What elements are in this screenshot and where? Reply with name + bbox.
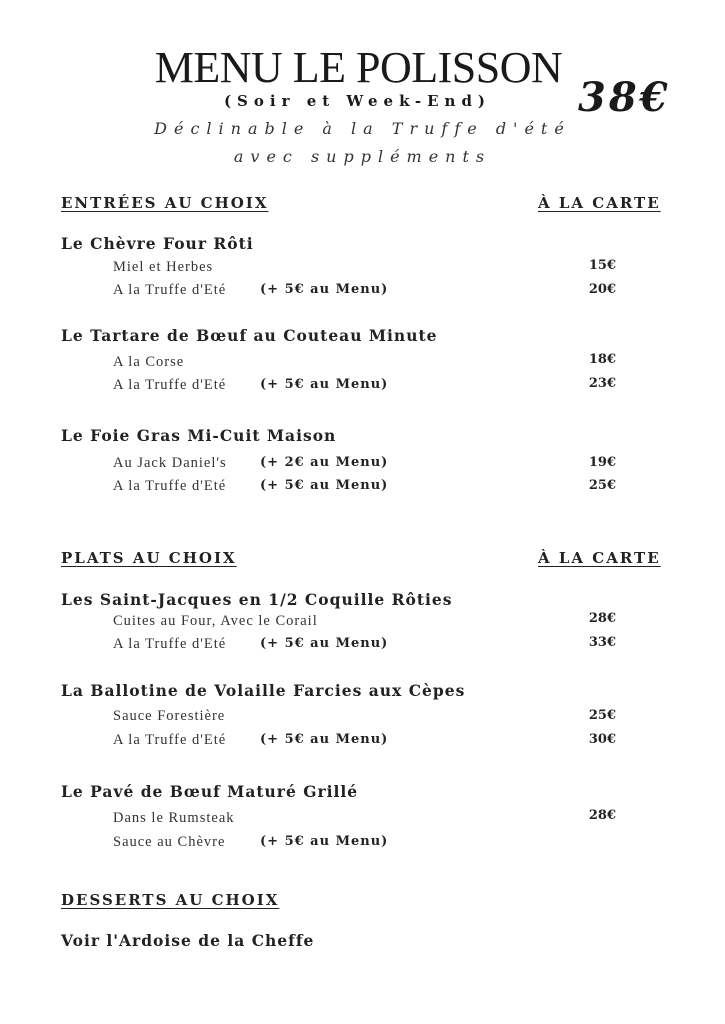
price: 15€	[588, 258, 616, 273]
dish-name: Le Chèvre Four Rôti	[61, 234, 254, 253]
dish-name: Le Foie Gras Mi-Cuit Maison	[61, 426, 337, 445]
dish-option: Sauce au Chèvre	[113, 834, 226, 850]
menu-price: 38€	[578, 74, 671, 121]
menu-tagline-1: Déclinable à la Truffe d'été	[154, 119, 571, 138]
price: 28€	[588, 611, 616, 626]
section-title: PLATS AU CHOIX	[61, 549, 237, 567]
price: 18€	[588, 352, 616, 367]
dessert-note: Voir l'Ardoise de la Cheffe	[61, 931, 315, 950]
dish-option: A la Truffe d'Eté	[113, 478, 227, 494]
dish-name: Le Pavé de Bœuf Maturé Grillé	[61, 782, 359, 801]
price: 20€	[588, 282, 616, 297]
section-title: DESSERTS AU CHOIX	[61, 891, 280, 909]
price: 19€	[588, 455, 616, 470]
price: 25€	[588, 478, 616, 493]
supplement-note: (+ 5€ au Menu)	[260, 377, 389, 392]
supplement-note: (+ 2€ au Menu)	[260, 455, 389, 470]
section-title: ENTRÉES AU CHOIX	[61, 194, 269, 212]
price: 30€	[588, 732, 616, 747]
dish-option: Miel et Herbes	[113, 259, 214, 275]
a-la-carte-label: À LA CARTE	[538, 549, 661, 567]
supplement-note: (+ 5€ au Menu)	[260, 636, 389, 651]
dish-option: A la Truffe d'Eté	[113, 377, 227, 393]
dish-option: Au Jack Daniel's	[113, 455, 227, 471]
price: 28€	[588, 808, 616, 823]
dish-name: Les Saint-Jacques en 1/2 Coquille Rôties	[61, 590, 453, 609]
price: 23€	[588, 376, 616, 391]
supplement-note: (+ 5€ au Menu)	[260, 478, 389, 493]
menu-title: MENU LE POLISSON	[154, 43, 563, 92]
dish-name: La Ballotine de Volaille Farcies aux Cèpes	[61, 681, 466, 700]
price: 25€	[588, 708, 616, 723]
dish-option: A la Truffe d'Eté	[113, 636, 227, 652]
menu-subtitle: (Soir et Week-End)	[223, 92, 492, 110]
dish-option: A la Corse	[113, 354, 185, 370]
supplement-note: (+ 5€ au Menu)	[260, 834, 389, 849]
dish-option: Cuites au Four, Avec le Corail	[113, 613, 318, 629]
menu-tagline-2: avec suppléments	[233, 147, 492, 166]
supplement-note: (+ 5€ au Menu)	[260, 282, 389, 297]
dish-option: Sauce Forestière	[113, 708, 226, 724]
dish-option: A la Truffe d'Eté	[113, 282, 227, 298]
dish-option: Dans le Rumsteak	[113, 810, 235, 826]
supplement-note: (+ 5€ au Menu)	[260, 732, 389, 747]
dish-option: A la Truffe d'Eté	[113, 732, 227, 748]
price: 33€	[588, 635, 616, 650]
a-la-carte-label: À LA CARTE	[538, 194, 661, 212]
dish-name: Le Tartare de Bœuf au Couteau Minute	[61, 326, 438, 345]
